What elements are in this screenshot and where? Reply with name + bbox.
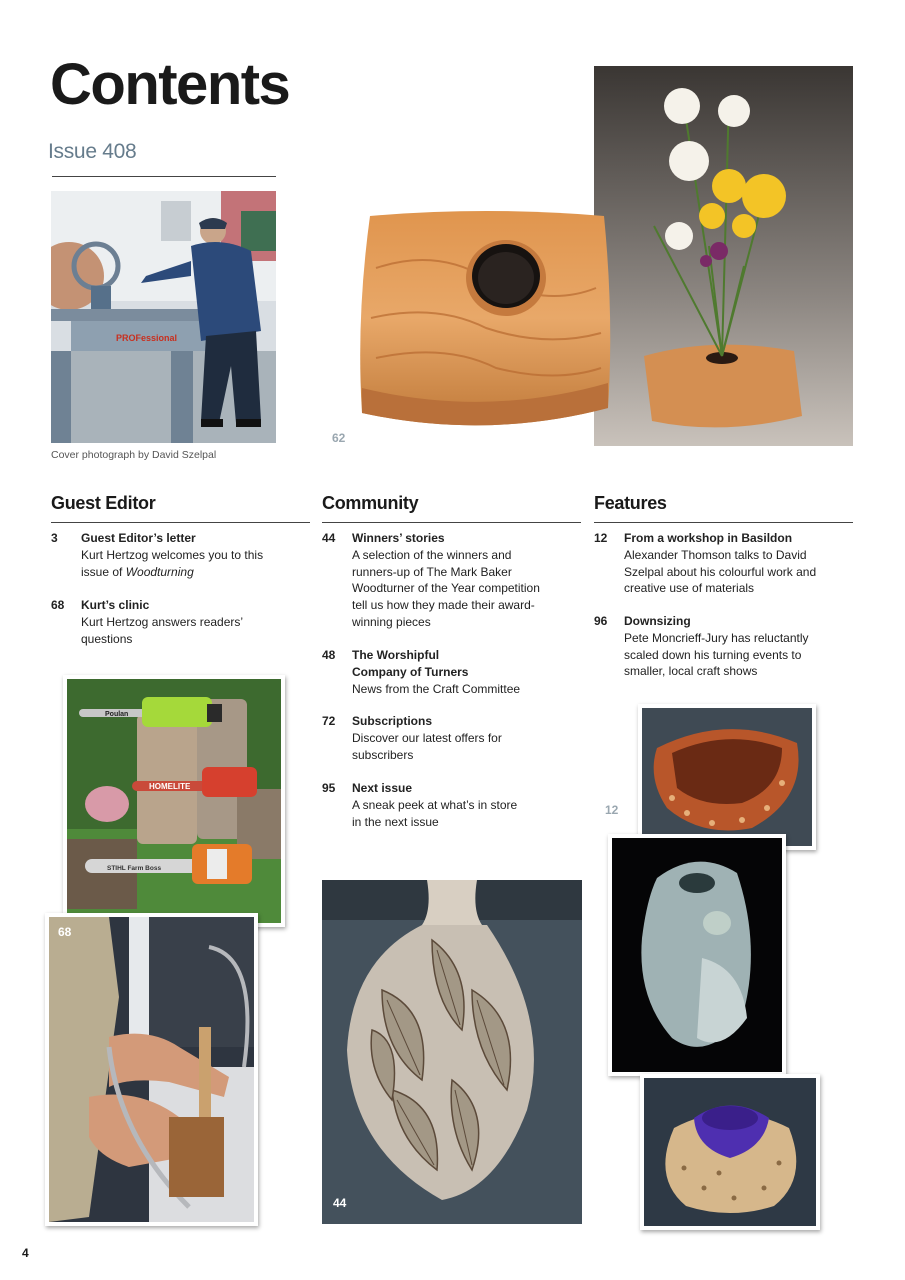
page-number: 4 bbox=[22, 1246, 29, 1260]
magazine-title: Woodturning bbox=[125, 564, 194, 579]
leaf-vase-photo bbox=[322, 880, 582, 1224]
chainsaw-label-stihl: STIHL Farm Boss bbox=[107, 865, 162, 872]
square-vase-photo bbox=[594, 66, 853, 446]
burl-bowl-photo bbox=[638, 704, 816, 850]
section-heading-features: Features bbox=[594, 493, 667, 513]
section-rule-community bbox=[322, 522, 581, 523]
entry-page-number: 72 bbox=[322, 714, 336, 728]
contents-entry[interactable] bbox=[594, 613, 826, 680]
issue-number: Issue 408 bbox=[48, 140, 137, 163]
entry-description: News from the Craft Committee bbox=[352, 681, 521, 696]
contents-entry[interactable] bbox=[51, 597, 251, 647]
section-heading-guest-editor: Guest Editor bbox=[51, 493, 156, 513]
entry-title: Kurt’s clinic bbox=[81, 598, 150, 612]
entry-page-number: 68 bbox=[51, 598, 65, 612]
entry-description: Pete Moncrieff-Jury has reluctantly scaled down his turning events to smaller, local craft shows bbox=[624, 630, 809, 679]
chainsaws-photo bbox=[63, 675, 285, 927]
square-bowl-image bbox=[356, 208, 614, 440]
contents-entry[interactable] bbox=[322, 647, 554, 697]
entry-title: Winners’ stories bbox=[352, 531, 445, 545]
entry-title: The Worshipful Company of Turners bbox=[352, 648, 469, 679]
entry-page-number: 48 bbox=[322, 648, 336, 662]
section-rule-features bbox=[594, 522, 853, 523]
clinic-photo bbox=[45, 913, 258, 1226]
page-title: Contents bbox=[50, 52, 290, 117]
entry-description: Discover our latest offers for subscribers bbox=[352, 730, 502, 762]
entry-description: A selection of the winners and runners-up of The Mark Baker Woodturner of the Year competition tell us how they made their award-winning pieces bbox=[352, 547, 540, 629]
cover-photo bbox=[51, 191, 276, 443]
section-rule-guest-editor bbox=[51, 522, 310, 523]
entry-page-number: 3 bbox=[51, 531, 58, 545]
contents-entry[interactable] bbox=[51, 530, 281, 580]
page-ref-clinic: 68 bbox=[58, 925, 72, 939]
entry-page-number: 96 bbox=[594, 614, 608, 628]
contents-entry[interactable] bbox=[322, 780, 522, 830]
chainsaw-label-homelite: HOMELITE bbox=[149, 782, 191, 791]
chainsaw-label-poulan: Poulan bbox=[105, 711, 129, 718]
entry-title: From a workshop in Basildon bbox=[624, 531, 793, 545]
contents-entry[interactable] bbox=[322, 713, 522, 763]
entry-description: Alexander Thomson talks to David Szelpal about his colourful work and creative use of materials bbox=[624, 547, 817, 596]
title-divider bbox=[52, 176, 276, 177]
contents-entry[interactable] bbox=[594, 530, 834, 597]
cover-caption: Cover photograph by David Szelpal bbox=[51, 449, 217, 461]
entry-title: Next issue bbox=[352, 781, 413, 795]
entry-page-number: 12 bbox=[594, 531, 608, 545]
page-ref-main: 62 bbox=[332, 431, 346, 445]
entry-title: Subscriptions bbox=[352, 714, 433, 728]
entry-page-number: 95 bbox=[322, 781, 336, 795]
entry-description: A sneak peek at what’s in store in the next issue bbox=[352, 797, 518, 829]
entry-title: Downsizing bbox=[624, 614, 691, 628]
entry-title: Guest Editor’s letter bbox=[81, 531, 196, 545]
entry-description: Kurt Hertzog welcomes you to this issue of Woodturning bbox=[81, 547, 264, 579]
entry-description: Kurt Hertzog answers readers’ questions bbox=[81, 614, 243, 646]
resin-burl-photo bbox=[640, 1074, 820, 1230]
lathe-brand-label: PROFessional bbox=[116, 333, 178, 343]
contents-entry[interactable] bbox=[322, 530, 554, 631]
entry-page-number: 44 bbox=[322, 531, 336, 545]
page-ref-vase: 44 bbox=[333, 1196, 347, 1210]
section-heading-community: Community bbox=[322, 493, 419, 513]
hollow-form-photo bbox=[608, 834, 786, 1076]
page-ref-features: 12 bbox=[605, 803, 619, 817]
